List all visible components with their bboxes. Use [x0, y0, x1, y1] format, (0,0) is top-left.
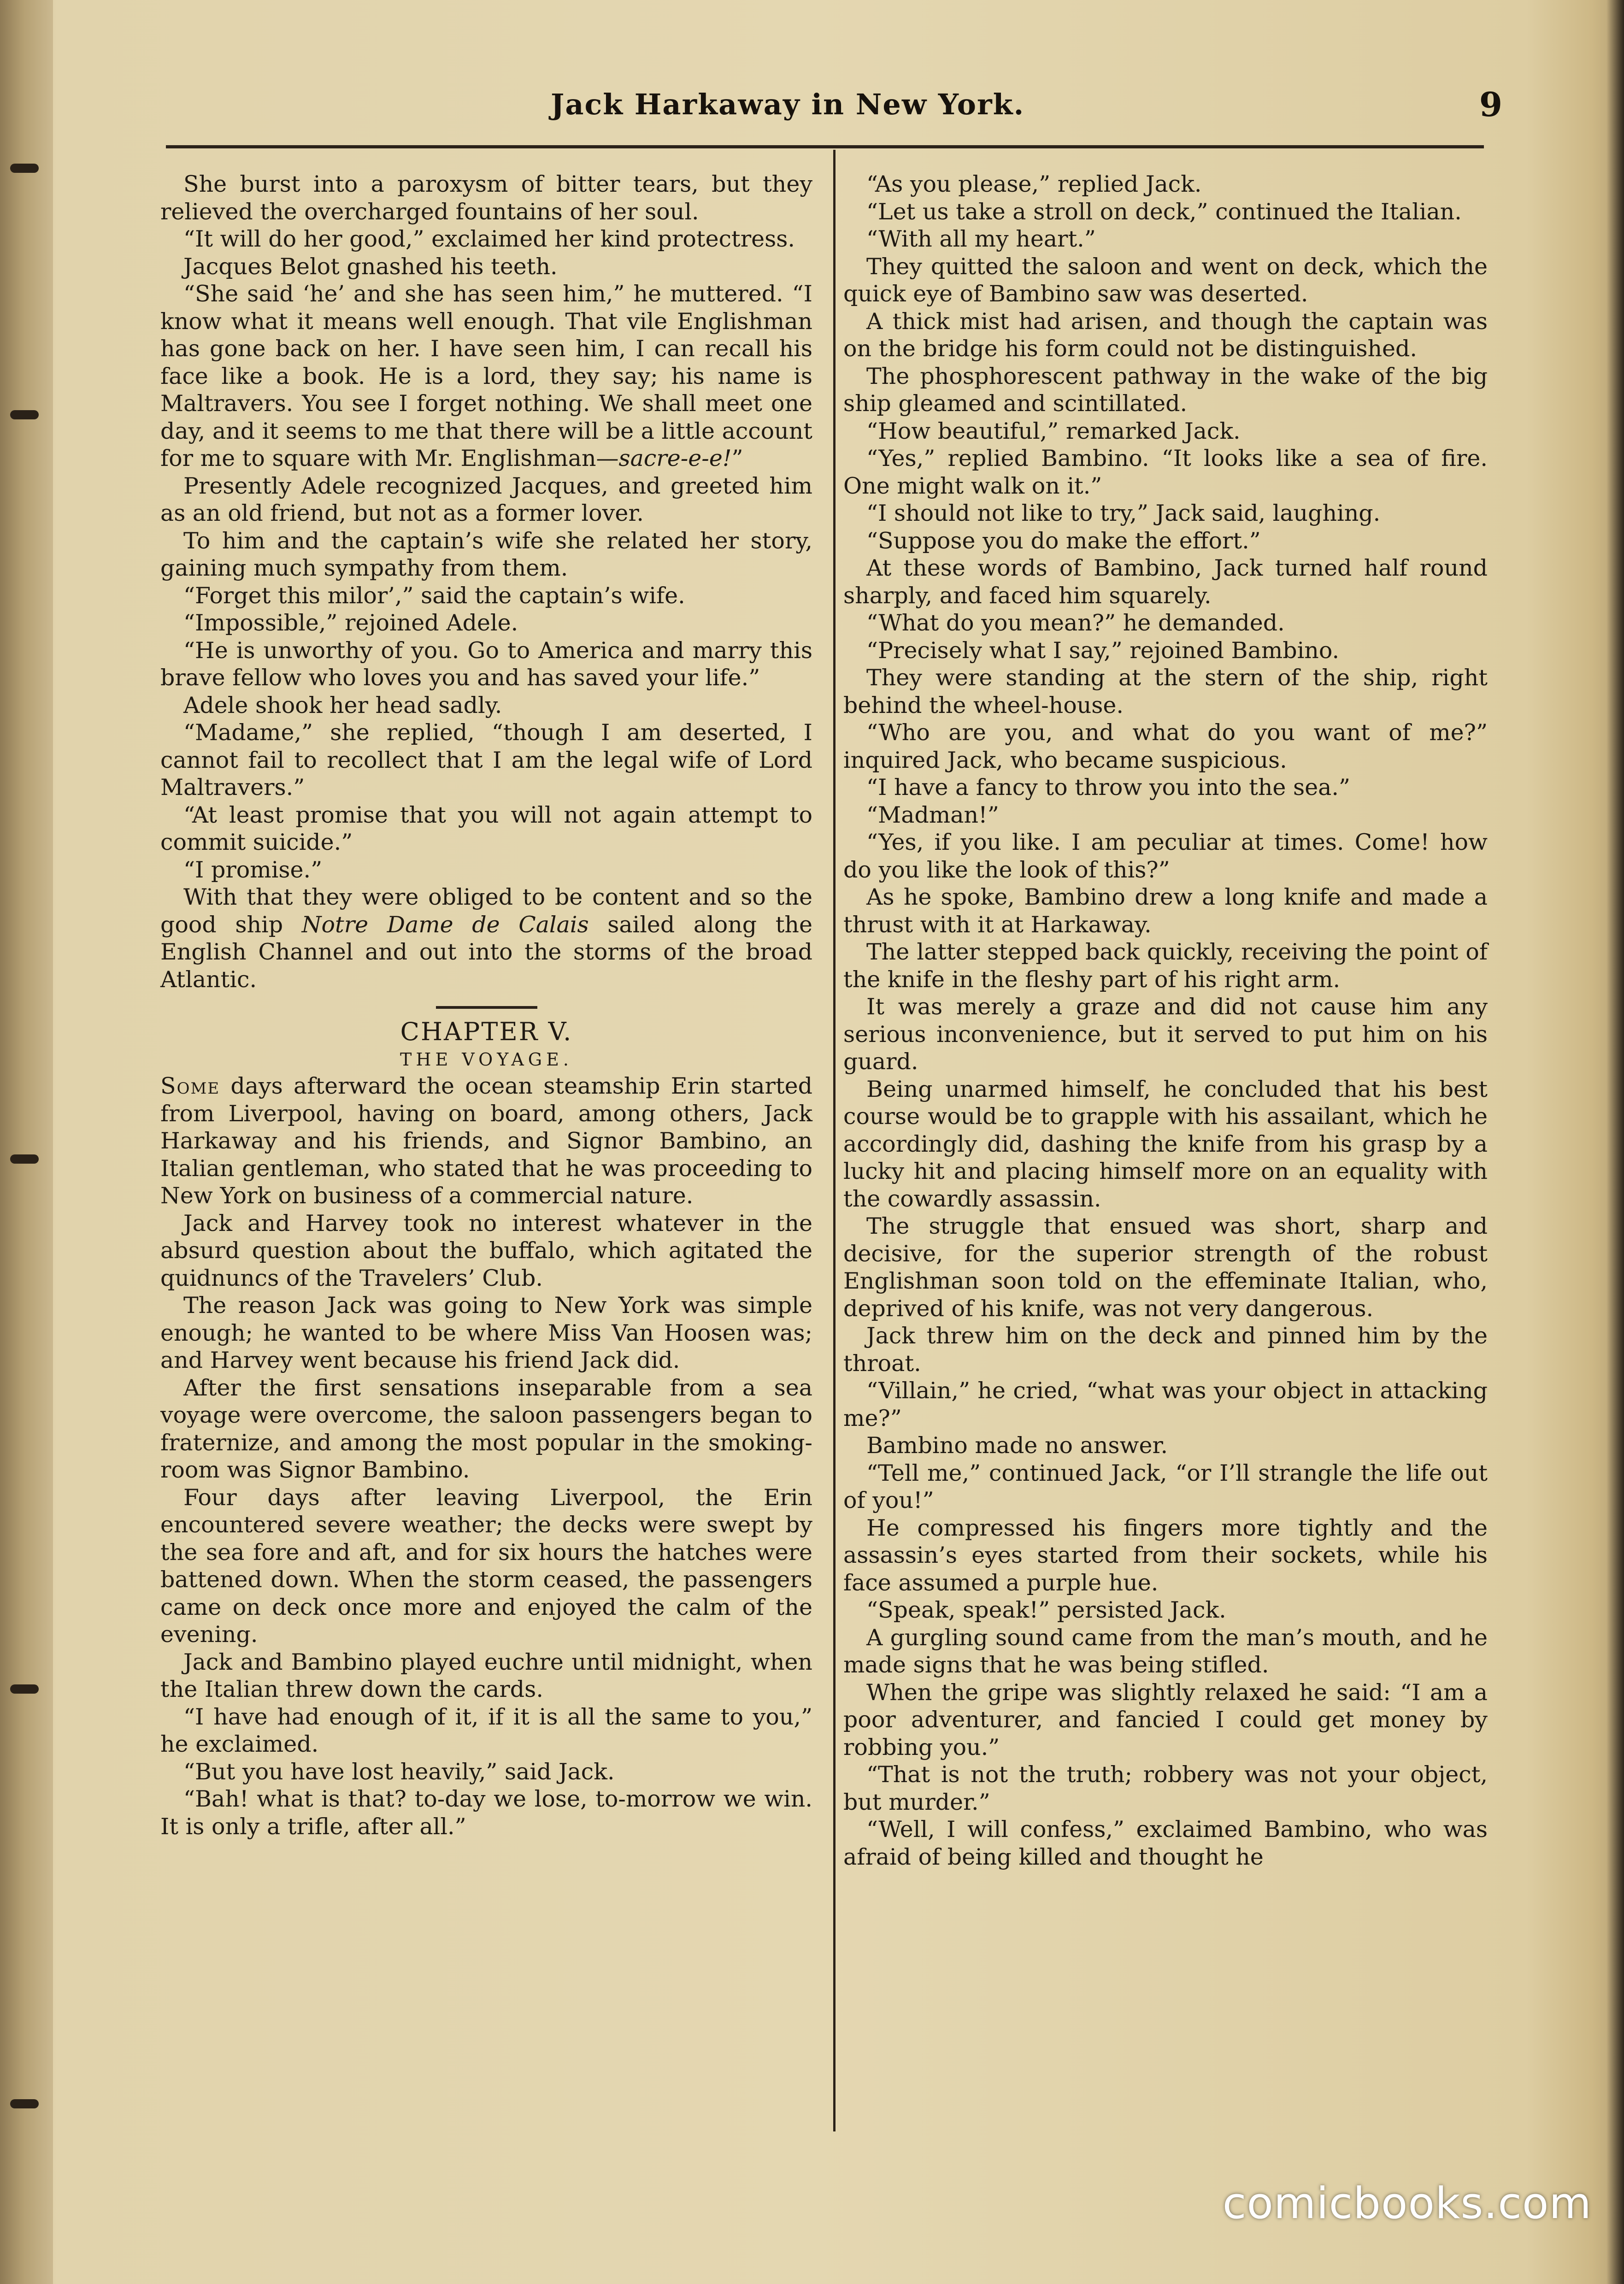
paragraph: The phosphorescent pathway in the wake of the big ship gleamed and scintillated.: [843, 363, 1488, 417]
column-rule: [833, 150, 836, 2131]
paragraph: “Yes,” replied Bambino. “It looks like a sea of fire. One might walk on it.”: [843, 445, 1488, 499]
paragraph: “Let us take a stroll on deck,” continued the Italian.: [866, 198, 1462, 225]
paragraph: “Villain,” he cried, “what was your object in attacking me?”: [843, 1377, 1488, 1431]
chapter-subtitle: THE VOYAGE.: [400, 1049, 573, 1070]
binding-hole: [10, 2099, 39, 2108]
paragraph: “I have had enough of it, if it is all the same to you,” he exclaimed.: [160, 1703, 812, 1757]
paragraph: The struggle that ensued was short, sharp and decisive, for the superior strength of the robust Englishman soon told on the effeminate Italian, who, deprived of his knife, was not very dangerous.: [843, 1213, 1488, 1322]
binding-hole: [10, 164, 39, 173]
paragraph: [160, 280, 812, 472]
binding-hole: [10, 410, 39, 419]
binding-hole: [10, 1154, 39, 1164]
binding-hole: [10, 1684, 39, 1694]
paragraph: “Well, I will confess,” exclaimed Bambino, who was afraid of being killed and thought he: [843, 1816, 1488, 1870]
paragraph: “Forget this milor’,” said the captain’s wife.: [183, 582, 685, 609]
chapter-opening-paragraph: [160, 1072, 812, 1210]
paragraph: “At least promise that you will not again attempt to commit suicide.”: [160, 801, 812, 855]
paragraph: A gurgling sound came from the man’s mouth, and he made signs that he was being stifled.: [843, 1624, 1488, 1678]
closing-quote: ”: [731, 445, 743, 471]
running-title: Jack Harkaway in New York.: [551, 88, 1025, 121]
paragraph: “Impossible,” rejoined Adele.: [183, 610, 518, 636]
paragraph: When the gripe was slightly relaxed he said: “I am a poor adventurer, and fancied I could get money by robbing you.”: [843, 1679, 1488, 1760]
left-column: [160, 171, 812, 1840]
paragraph: “Suppose you do make the effort.”: [866, 527, 1261, 554]
right-column: [843, 171, 1488, 1871]
paragraph: “It will do her good,” exclaimed her kind protectress.: [183, 226, 795, 252]
page-header: [166, 74, 1502, 134]
paragraph: As he spoke, Bambino drew a long knife and made a thrust with it at Harkaway.: [843, 884, 1488, 938]
paragraph-text: sailed along the English Channel and out into the storms of the broad Atlantic.: [160, 911, 812, 993]
paragraph-text: With that they were obliged to be content and so the good ship: [160, 884, 812, 938]
paragraph: “Precisely what I say,” rejoined Bambino.: [866, 637, 1340, 664]
paragraph-text: “She said ‘he’ and she has seen him,” he muttered. “I know what it means well enough. That vile Englishman has gone back on her. I have seen him, I can recall his face like a book. He is a lord, they say; his name is Maltravers. You see I forget nothing. We shall meet one day, and it seems to me that there will be a little account for me to square with Mr. Englishman—: [160, 281, 812, 471]
ship-name: Notre Dame de Calais: [301, 911, 589, 938]
paragraph: Jacques Belot gnashed his teeth.: [183, 253, 558, 280]
paragraph: Jack and Bambino played euchre until midnight, when the Italian threw down the cards.: [160, 1648, 812, 1702]
paragraph: “I have a fancy to throw you into the sea.”: [866, 774, 1350, 801]
paragraph: After the first sensations inseparable from a sea voyage were overcome, the saloon passengers began to fraternize, and among the most popular in the smoking-room was Signor Bambino.: [160, 1374, 812, 1483]
paragraph: They quitted the saloon and went on deck, which the quick eye of Bambino saw was deserted.: [843, 253, 1488, 307]
paragraph: She burst into a paroxysm of bitter tears, but they relieved the overcharged fountains of her soul.: [160, 171, 812, 225]
paragraph: “Madman!”: [866, 801, 999, 828]
page-number: 9: [1479, 85, 1502, 124]
paragraph: “How beautiful,” remarked Jack.: [866, 418, 1241, 444]
paragraph: [160, 883, 812, 993]
paragraph: “Speak, speak!” persisted Jack.: [866, 1597, 1226, 1623]
paragraph: “He is unworthy of you. Go to America and marry this brave fellow who loves you and has saved your life.”: [160, 637, 812, 691]
paragraph: Presently Adele recognized Jacques, and greeted him as an old friend, but not as a former lover.: [160, 472, 812, 526]
paragraph: Adele shook her head sadly.: [183, 692, 502, 718]
paragraph: They were standing at the stern of the ship, right behind the wheel-house.: [843, 665, 1488, 718]
italic-exclamation: sacre-e-e!: [618, 445, 732, 471]
paragraph: He compressed his fingers more tightly and the assassin’s eyes started from their sockets, while his face assumed a purple hue.: [843, 1514, 1488, 1596]
paragraph: “Who are you, and what do you want of me?” inquired Jack, who became suspicious.: [843, 719, 1488, 773]
chapter-rule: [436, 1006, 537, 1009]
paragraph: “Tell me,” continued Jack, “or I’ll strangle the life out of you!”: [843, 1460, 1488, 1513]
paragraph: “Bah! what is that? to-day we lose, to-morrow we win. It is only a trifle, after all.”: [160, 1786, 812, 1840]
paragraph: “What do you mean?” he demanded.: [866, 610, 1285, 636]
paragraph: Jack threw him on the deck and pinned him by the throat.: [843, 1323, 1488, 1377]
paragraph: “I should not like to try,” Jack said, laughing.: [866, 500, 1381, 526]
chapter-title: CHAPTER V.: [400, 1017, 573, 1046]
paragraph: “That is not the truth; robbery was not your object, but murder.”: [843, 1761, 1488, 1815]
paragraph: It was merely a graze and did not cause him any serious inconvenience, but it served to put him on his guard.: [843, 994, 1488, 1075]
paragraph: “Yes, if you like. I am peculiar at times. Come! how do you like the look of this?”: [843, 829, 1488, 883]
site-watermark: comicbooks.com: [1222, 2178, 1592, 2229]
paragraph-text: days afterward the ocean steamship Erin started from Liverpool, having on board, among others, Jack Harkaway and his friends, and Signor Bambino, an Italian gentleman, who stated that he was proceeding to New York on business of a commercial nature.: [160, 1073, 812, 1209]
paragraph: “But you have lost heavily,” said Jack.: [183, 1758, 615, 1785]
paragraph: To him and the captain’s wife she related her story, gaining much sympathy from them.: [160, 527, 812, 581]
paragraph: “Madame,” she replied, “though I am deserted, I cannot fail to recollect that I am the legal wife of Lord Maltravers.”: [160, 719, 812, 801]
paragraph: A thick mist had arisen, and though the captain was on the bridge his form could not be distinguished.: [843, 308, 1488, 362]
lead-word: Some: [160, 1073, 220, 1099]
page-edge-shadow: [1606, 0, 1624, 2284]
paragraph: Four days after leaving Liverpool, the Erin encountered severe weather; the decks were swept by the sea fore and aft, and for six hours the hatches were battened down. When the storm ceased, the passengers came on deck once more and enjoyed the calm of the evening.: [160, 1484, 812, 1648]
paragraph: Jack and Harvey took no interest whatever in the absurd question about the buffalo, which agitated the quidnuncs of the Travelers’ Club.: [160, 1210, 812, 1291]
paragraph: “I promise.”: [183, 856, 323, 883]
paragraph: The latter stepped back quickly, receiving the point of the knife in the fleshy part of his right arm.: [843, 939, 1488, 993]
paragraph: Being unarmed himself, he concluded that his best course would be to grapple with his assailant, which he accordingly did, dashing the knife from his grasp by a lucky hit and placing himself more on an equality with the cowardly assassin.: [843, 1076, 1488, 1212]
paragraph: The reason Jack was going to New York was simple enough; he wanted to be where Miss Van Hoosen was; and Harvey went because his friend Jack did.: [160, 1292, 812, 1373]
paragraph: Bambino made no answer.: [866, 1432, 1168, 1459]
header-rule: [166, 145, 1484, 148]
paragraph: At these words of Bambino, Jack turned half round sharply, and faced him squarely.: [843, 555, 1488, 609]
paragraph: “As you please,” replied Jack.: [866, 171, 1202, 197]
binding-fold: [0, 0, 53, 2284]
chapter-heading: [160, 1006, 812, 1072]
paragraph: “With all my heart.”: [866, 226, 1096, 252]
